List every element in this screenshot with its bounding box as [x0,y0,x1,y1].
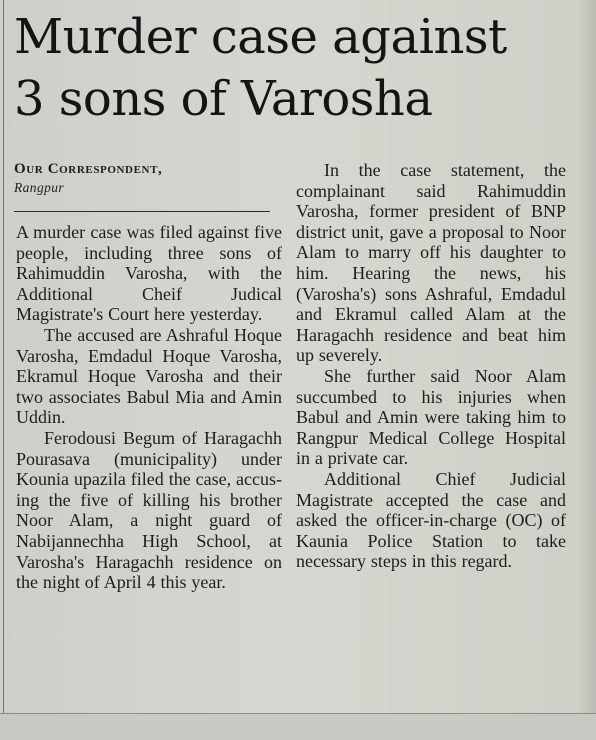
column-rule-left [3,0,4,740]
paragraph-left-2: The accused are Ashraful Hoque Varosha, Emdadul Hoque Varosha, Ekramul Hoque Varosha and their two associates Babul Mia and Amin Uddin. [16,324,282,428]
headline [14,6,574,130]
page-bottom-band [0,714,596,740]
page-edge-shadow [578,0,596,740]
paragraph-left-3: Ferodousi Begum of Haragachh Pourasava (municipality) under Kounia upazila filed the case, accusing the five of killing his brother Noor Alam, a night guard of Nabijannechha High School, at Varosha's Haragachh residence on the night of April 4 this year. [16,427,282,593]
dateline: Rangpur [14,180,65,195]
paragraph-right-2: She further said Noor Alam succumbed to his injuries when Babul and Amin were taking him to Rangpur Medical College Hospital in a private car. [296,365,566,469]
article-column-right [296,160,566,572]
headline-line-2: 3 sons of Varosha [14,71,433,127]
paragraph-left-1: A murder case was filed against five people, including three sons of Rahimuddin Varosha, with the Additional Cheif Judical Magistrate's Court here yesterday. [16,222,282,325]
byline: Our Correspondent, [14,161,163,177]
article-column-left [16,222,282,593]
paragraph-right-3: Additional Chief Judicial Magistrate accepted the case and asked the officer-in-charge (OC) of Kaunia Police Station to take necessary steps in this regard. [296,468,566,572]
byline-block [14,160,276,196]
byline-rule [14,211,270,212]
paragraph-right-1: In the case statement, the complainant said Rahimuddin Varosha, former president of BNP district unit, gave a proposal to Noor Alam to marry off his daughter to him. Hearing the news, his (Varosha's) sons Ashraful, Emdadul and Ekramul called Alam at the Haragachh residence and beat him up severely. [296,160,566,366]
headline-line-1: Murder case against [14,9,507,65]
bottom-rule [0,713,596,714]
